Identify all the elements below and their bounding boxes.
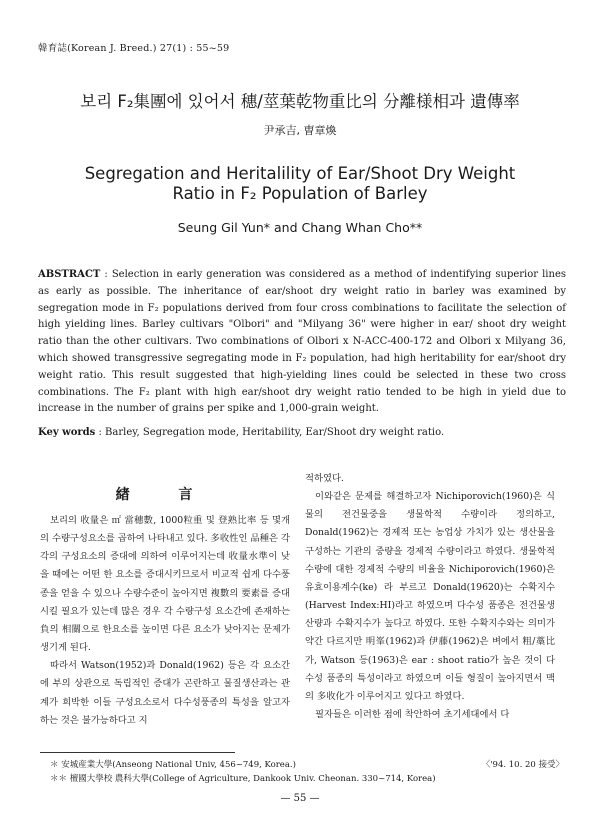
intro-paragraph-3: 이와같은 문제를 해결하고자 Nichiporovich(1960)은 식물의 전건물중을 생물학적 수량이라 정의하고, Donald(1962)는 경제적 또는 농업상 가치가 있는 생산물을 구성하는 기관의 중량을 경제적 수량이라고 하였다. 생물학적 수량에 대한 경제적 수량의 비율을 Nichiporovich(1960)은 유효이용계수(ke) 라 부르고 Donald(19620)는 수확지수(Harvest Index:HI)라고 하였으며 다수성 품종은 전건물생산량과 수확지수가 높다고 하였다. 또한 수확지수와는 의미가 약간 다르지만 明峯(1962)과 伊藤(1962)은 벼에서 粗/藁比가, Watson 등(1963)은 ear : shoot ratio가 높은 것이 다수성 품종의 특성이라고 하였으며 이들 형질이 높아지면서 맥의 多收化가 이루어지고 있다고 하였다. bbox=[305, 491, 555, 702]
abstract bbox=[38, 267, 566, 418]
english-title-line2: Ratio in F₂ Population of Barley bbox=[172, 184, 428, 203]
korean-authors: 尹承吉, 曺章煥 bbox=[263, 124, 337, 137]
journal-header: 韓育誌(Korean J. Breed.) 27(1) : 55~59 bbox=[38, 43, 230, 54]
intro-paragraph-1: 보리의 收量은 ㎡ 當穗數, 1000粒重 및 登熟比率 등 몇개의 수량구성요소를 곱하여 나타내고 있다. 多收性인 品種은 각각의 구성요소의 증대에 의하여 이루어지는데 收量水準이 낮을 때에는 어떤 한 요소를 증대시키므로서 비교적 쉽게 다수풍종을 얻을 수 있으나 수량수준이 높아지면 複數의 要素를 증대시킬 필요가 있는데 많은 경우 각 수량구성 요소간에 존재하는 負의 相關으로 한요소를 높이면 다른 요소가 낮아지는 문제가 생기게 된다. bbox=[40, 515, 290, 654]
page-number: — 55 — bbox=[280, 793, 320, 804]
intro-paragraph-2: 따라서 Watson(1952)과 Donald(1962) 등은 각 요소간에 부의 상관으로 독립적인 증대가 곤란하고 물질생산과는 관계가 희박한 이들 구성요소로서 다수성풍종의 특성을 알고자 하는 것은 불가능하다고 지 bbox=[40, 660, 290, 726]
received-date: 〈'94. 10. 20 接受〉 bbox=[481, 760, 564, 770]
footnote-affiliation-2: ＊＊ 檀國大學校 農科大學(College of Agriculture, Dankook Univ. Cheonan. 330~714, Korea) bbox=[50, 774, 436, 784]
english-authors: Seung Gil Yun* and Chang Whan Cho** bbox=[177, 220, 423, 235]
keywords-text: : Barley, Segregation mode, Heritability, Ear/Shoot dry weight ratio. bbox=[98, 427, 445, 438]
right-column bbox=[305, 470, 555, 724]
abstract-text: : Selection in early generation was considered as a method of indentifying superior lines as early as possible. The inheritance of ear/shoot dry weight ratio in barley was examined by segregation mode in F₂ populations derived from four cross combinations to facilitate the selection of high yielding lines. Barley cultivars "Olbori" and "Milyang 36" were higher in ear/ shoot dry weight ratio than the other cultivars. Two combinations of Olbori x N-ACC-400-172 and Olbori x Milyang 36, which showed transgressive segregating mode in F₂ population, had high heritability for ear/shoot dry weight ratio. This result suggested that high-yielding lines could be selected in these two cross combinations. The F₂ plant with high ear/shoot dry weight ratio tended to be high in yield due to increase in the number of grains per spike and 1,000-grain weight. bbox=[38, 269, 566, 415]
abstract-label: ABSTRACT bbox=[38, 269, 101, 280]
intro-paragraph-2-continued: 적하였다. bbox=[305, 473, 344, 484]
section-heading-introduction: 緖 言 bbox=[115, 487, 215, 503]
english-title-line1: Segregation and Heritalility of Ear/Shoot Dry Weight bbox=[84, 164, 516, 183]
korean-title: 보리 F₂集團에 있어서 穗/莖葉乾物重比의 分離様相과 遺傳率 bbox=[80, 92, 520, 111]
intro-paragraph-4: 필자들은 이러한 점에 착안하여 초기세대에서 다 bbox=[315, 709, 510, 721]
footnote-affiliation-1: ＊ 安城産業大學(Anseong National Univ, 456~749, Korea.) bbox=[50, 760, 296, 770]
keywords-label: Key words bbox=[38, 427, 96, 438]
english-title bbox=[0, 164, 600, 204]
left-column bbox=[40, 512, 290, 730]
keywords bbox=[38, 427, 566, 438]
footnote-divider bbox=[40, 752, 235, 753]
